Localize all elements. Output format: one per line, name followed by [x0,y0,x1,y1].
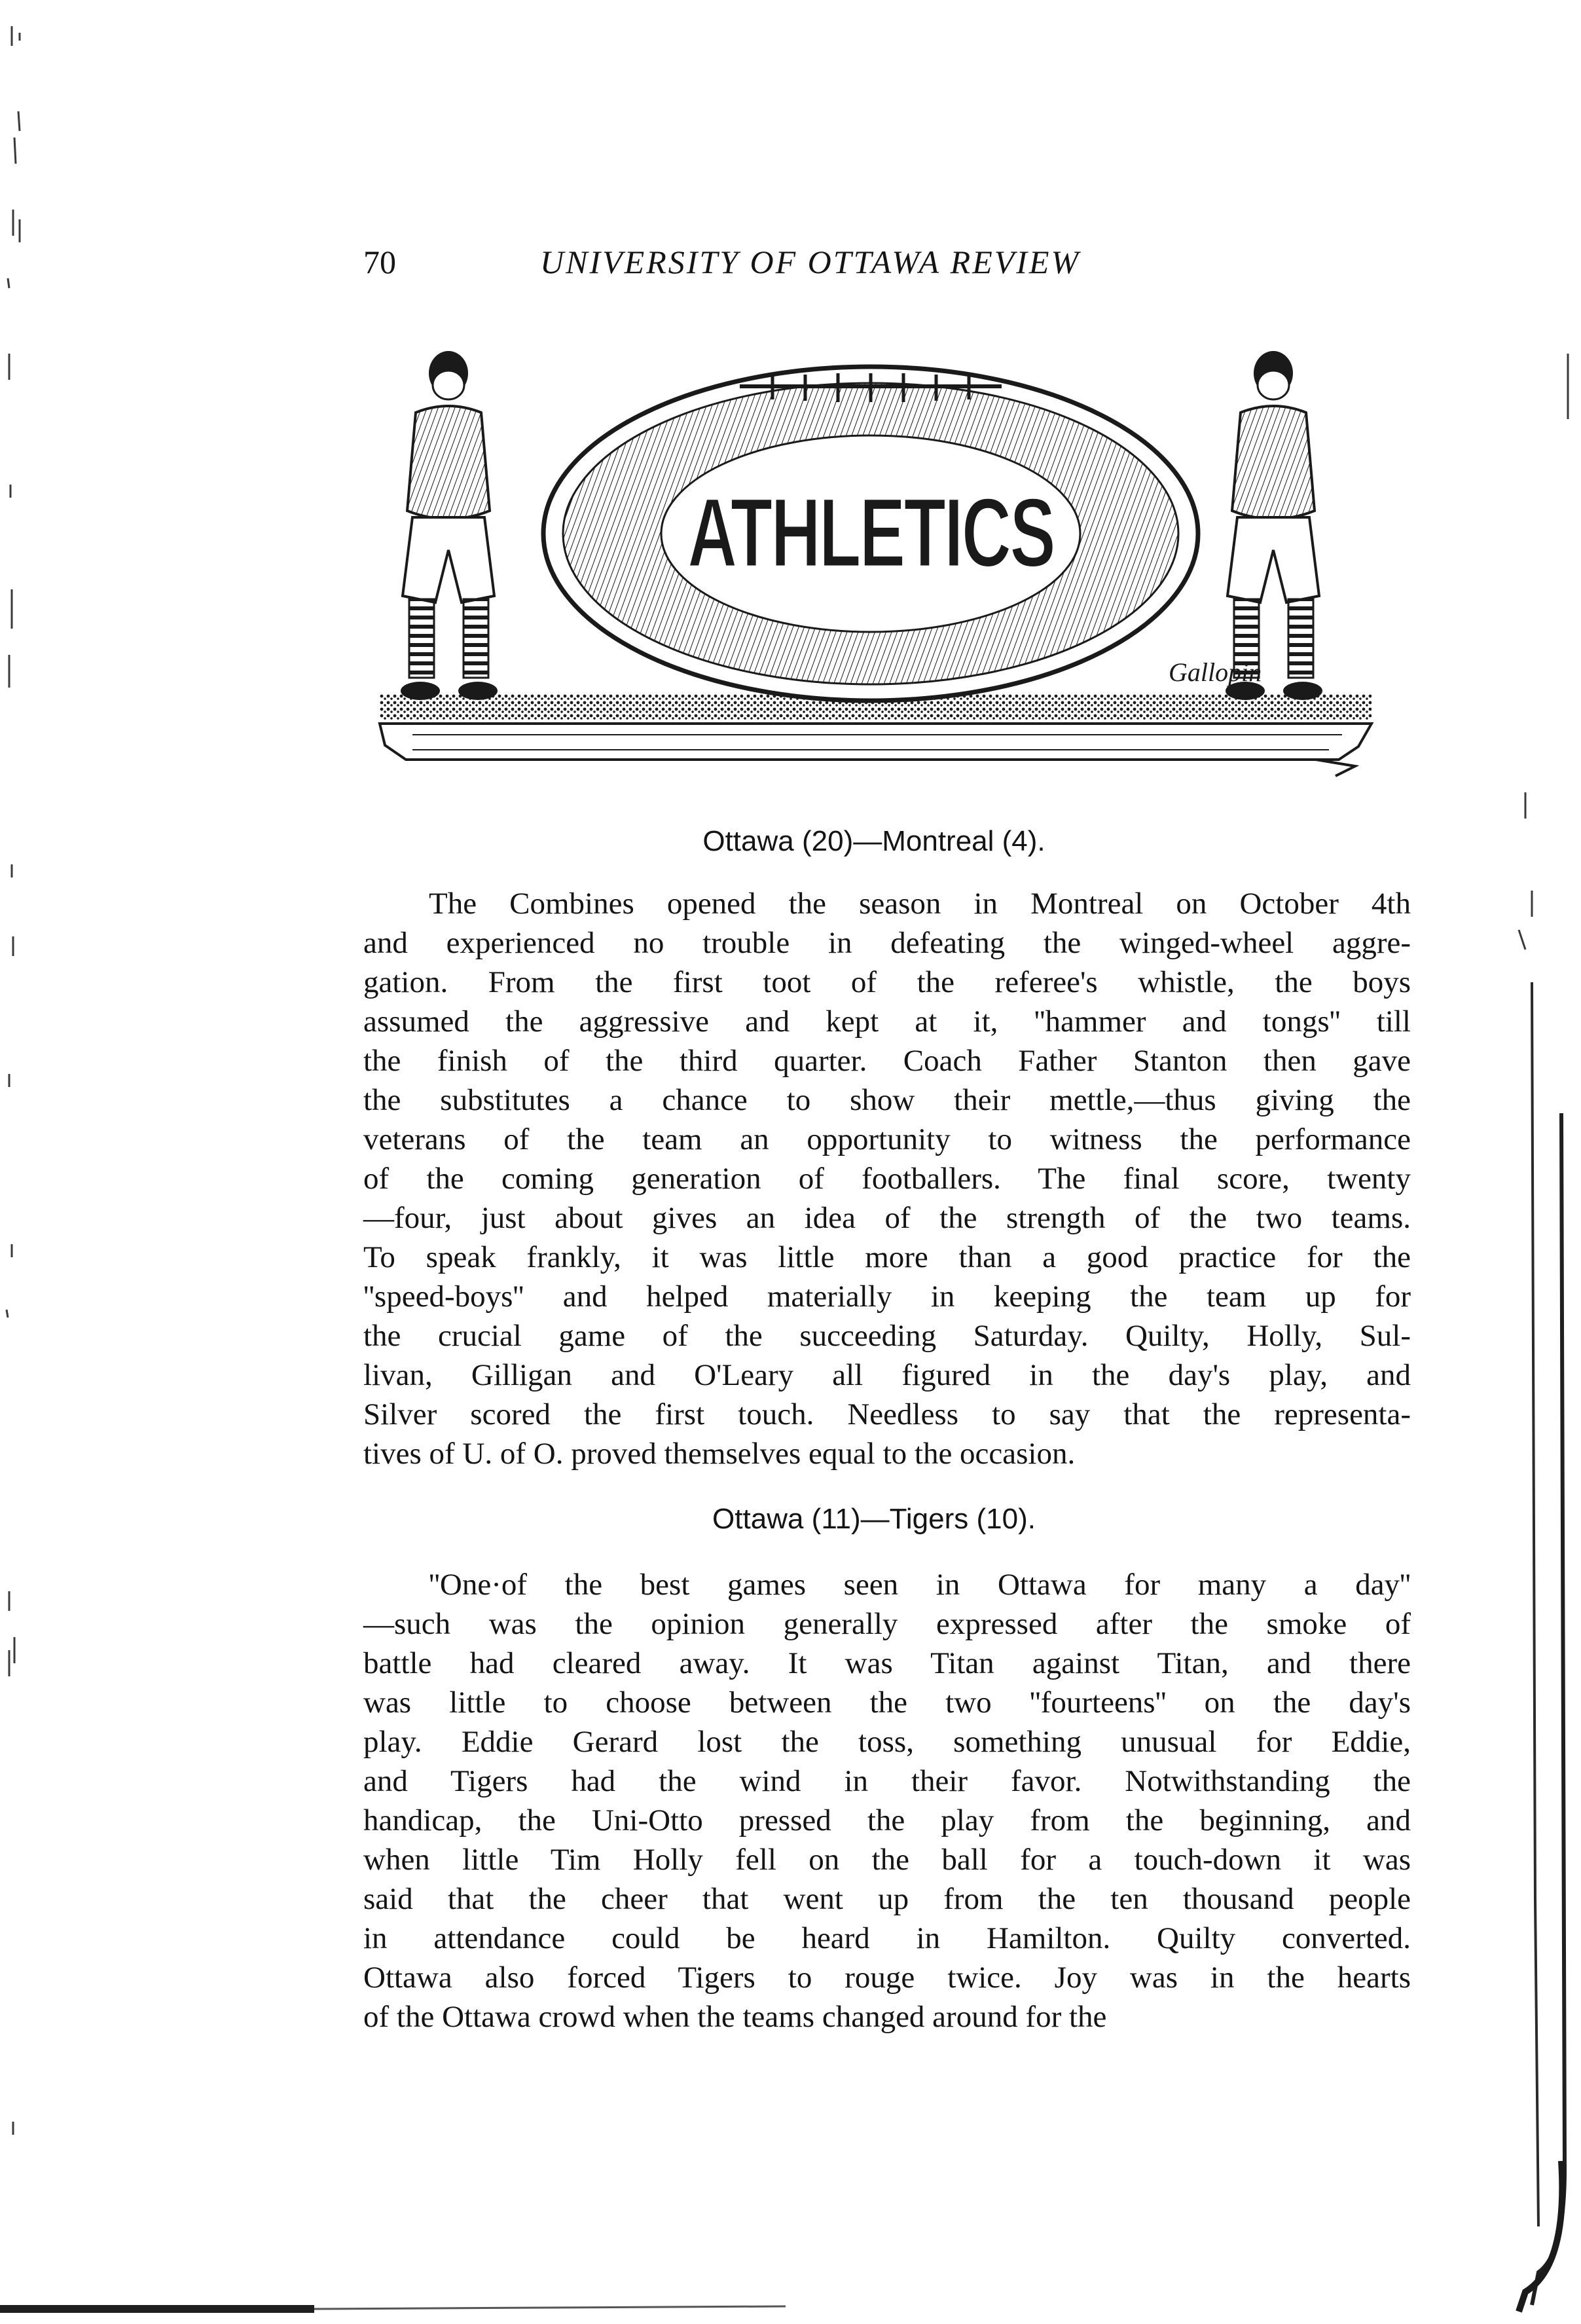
ground-base [380,694,1372,776]
text-line: when little Tim Holly fell on the ball for a touch-down it was [363,1843,1411,1877]
text-line: play. Eddie Gerard lost the toss, something unusual for Eddie, [363,1725,1411,1759]
text-line: —four, just about gives an idea of the strength of the two teams. [363,1201,1411,1235]
page-header [363,236,1221,288]
text-line: To speak frankly, it was little more than a good practice for the [363,1240,1411,1274]
player-right [1226,351,1322,700]
paragraph-1 [363,884,1411,1473]
athletics-illustration [373,341,1381,786]
text-line: of the coming generation of footballers. The final score, twenty [363,1162,1411,1196]
text-line: veterans of the team an opportunity to witness the performance [363,1122,1411,1156]
page-number: 70 [363,244,396,280]
running-title: UNIVERSITY OF OTTAWA REVIEW [540,244,1081,280]
text-line: and experienced no trouble in defeating the winged-wheel aggre- [363,926,1411,960]
text-line: was little to choose between the two ''fourteens'' on the day's [363,1686,1411,1720]
text-line: battle had cleared away. It was Titan against Titan, and there [363,1646,1411,1680]
football [543,367,1198,701]
text-line: The Combines opened the season in Montreal on October 4th [429,887,1411,921]
text-line: Silver scored the first touch. Needless to say that the representa- [363,1397,1411,1431]
player-left [401,351,498,700]
text-line: tives of U. of O. proved themselves equal to the occasion. [363,1437,1076,1471]
text-line: ''One·of the best games seen in Ottawa for many a day'' [429,1568,1411,1602]
text-line: Ottawa also forced Tigers to rouge twice. Joy was in the hearts [363,1961,1411,1995]
text-line: and Tigers had the wind in their favor. Notwithstanding the [363,1764,1411,1798]
text-line: assumed the aggressive and kept at it, ''hammer and tongs'' till [363,1005,1411,1039]
text-line: in attendance could be heard in Hamilton. Quilty converted. [363,1921,1411,1955]
text-line: of the Ottawa crowd when the teams changed around for the [363,2000,1107,2034]
section-heading-1: Ottawa (20)—Montreal (4). [702,825,1045,857]
text-line: —such was the opinion generally expressed after the smoke of [363,1607,1411,1641]
text-line: the finish of the third quarter. Coach Father Stanton then gave [363,1044,1411,1078]
text-line: ''speed-boys'' and helped materially in keeping the team up for [363,1280,1411,1314]
text-line: said that the cheer that went up from the ten thousand people [363,1882,1411,1916]
paragraph-2 [363,1565,1411,2037]
section-heading-2: Ottawa (11)—Tigers (10). [712,1503,1036,1535]
artist-signature: Gallopin [1169,657,1262,687]
text-line: livan, Gilligan and O'Leary all figured in the day's play, and [363,1358,1411,1392]
text-line: the substitutes a chance to show their mettle,—thus giving the [363,1083,1411,1117]
athletics-banner-text: ATHLETICS [687,477,1054,587]
text-line: handicap, the Uni-Otto pressed the play from the beginning, and [363,1803,1411,1837]
text-line: the crucial game of the succeeding Saturday. Quilty, Holly, Sul- [363,1319,1411,1353]
text-line: gation. From the first toot of the referee's whistle, the boys [363,965,1411,999]
